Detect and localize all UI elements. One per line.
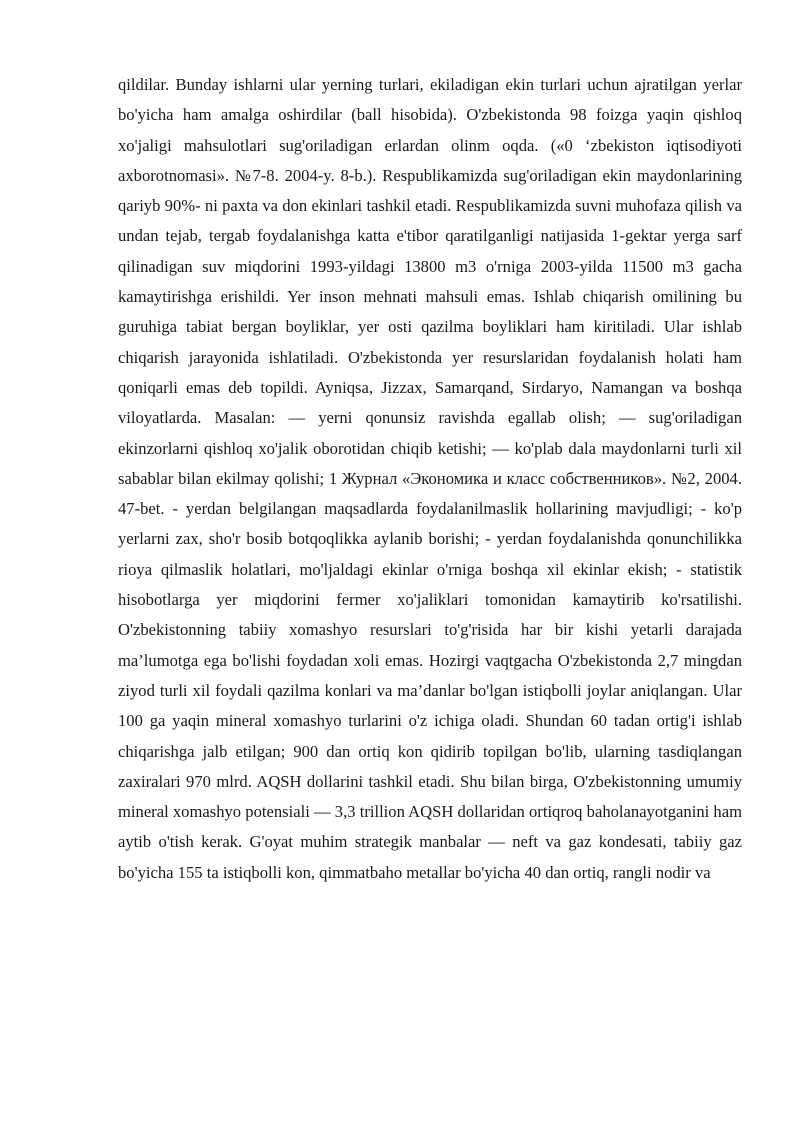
document-page	[118, 70, 742, 888]
body-paragraph: qildilar. Bunday ishlarni ular yerning turlari, ekiladigan ekin turlari uchun ajratilgan yerlar bo'yicha ham amalga oshirdilar (ball hisobida). O'zbekistonda 98 foizga yaqin qishloq xo'jaligi mahsulotlari sug'oriladigan erlardan olinm oqda. («0 ‘zbekiston iqtisodiyoti axborotnomasi». №7-8. 2004-y. 8-b.). Respublikamizda sug'oriladigan ekin maydonlarining qariyb 90%- ni paxta va don ekinlari tashkil etadi. Respublikamizda suvni muhofaza qilish va undan tejab, tergab foydalanishga katta e'tibor qaratilganligi natijasida 1-gektar yerga sarf qilinadigan suv miqdorini 1993-yildagi 13800 m3 o'rniga 2003-yilda 11500 m3 gacha kamaytirishga erishildi. Yer inson mehnati mahsuli emas. Ishlab chiqarish omilining bu guruhiga tabiat bergan boyliklar, yer osti qazilma boyliklari ham kiritiladi. Ular ishlab chiqarish jarayonida ishlatiladi. O'zbekistonda yer resurslaridan foydalanish holati ham qoniqarli emas deb topildi. Ayniqsa, Jizzax, Samarqand, Sirdaryo, Namangan va boshqa viloyatlarda. Masalan: — yerni qonunsiz ravishda egallab olish; — sug'oriladigan ekinzorlarni qishloq xo'jalik oborotidan chiqib ketishi; — ko'plab dala maydonlarni turli xil sabablar bilan ekilmay qolishi; 1 Журнал «Экономика и класс собственников». №2, 2004. 47-bet. - yerdan belgilangan maqsadlarda foydalanilmaslik hollarining mavjudligi; - ko'p yerlarni zax, sho'r bosib botqoqlikka aylanib borishi; - yerdan foydalanishda qonunchilikka rioya qilmaslik holatlari, mo'ljaldagi ekinlar o'rniga boshqa xil ekinlar ekish; - statistik hisobotlarga yer miqdorini fermer xo'jaliklari tomonidan kamaytirib ko'rsatilishi. O'zbekistonning tabiiy xomashyo resurslari to'g'risida har bir kishi yetarli darajada ma’lumotga ega bo'lishi foydadan xoli emas. Hozirgi vaqtgacha O'zbekistonda 2,7 mingdan ziyod turli xil foydali qazilma konlari va ma’danlar bo'lgan istiqbolli joylar aniqlangan. Ular 100 ga yaqin mineral xomashyo turlarini o'z ichiga oladi. Shundan 60 tadan ortig'i ishlab chiqarishga jalb etilgan; 900 dan ortiq kon qidirib topilgan bo'lib, ularning tasdiqlangan zaxiralari 970 mlrd. AQSH dollarini tashkil etadi. Shu bilan birga, O'zbekistonning umumiy mineral xomashyo potensiali — 3,3 trillion AQSH dollaridan ortiqroq baholanayotganini ham aytib o'tish kerak. G'oyat muhim strategik manbalar — neft va gaz kondesati, tabiiy gaz bo'yicha 155 ta istiqbolli kon, qimmatbaho metallar bo'yicha 40 dan ortiq, rangli nodir va	[118, 75, 742, 882]
